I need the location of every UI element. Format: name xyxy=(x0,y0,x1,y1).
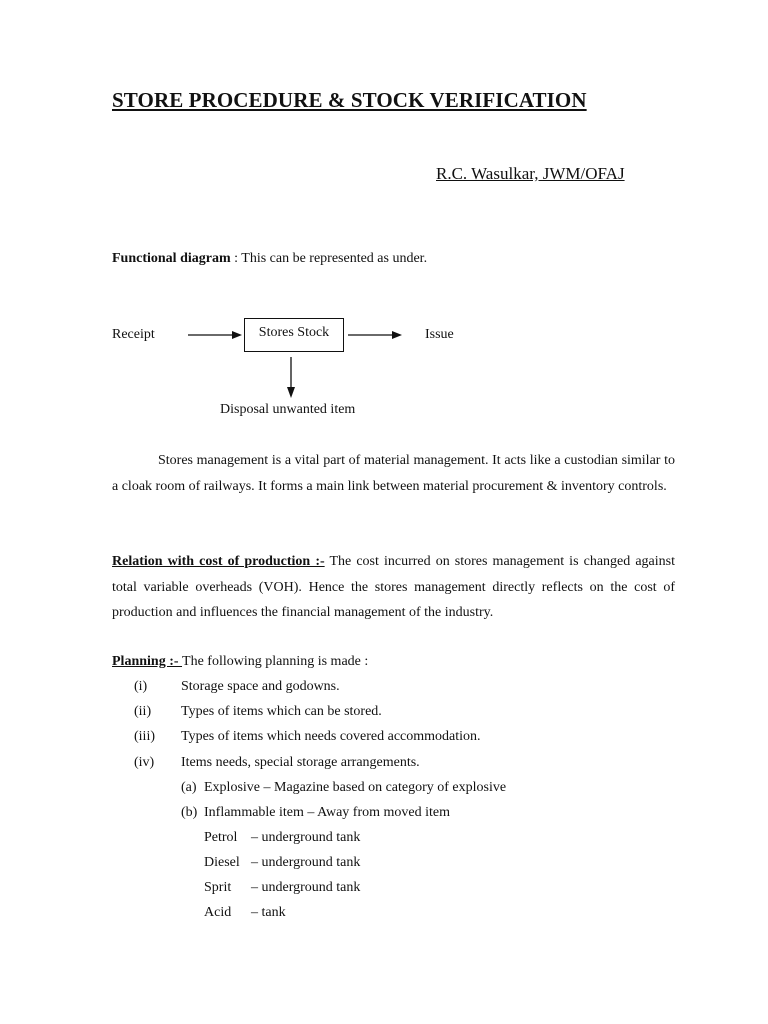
material-name: Acid xyxy=(204,905,232,920)
list-item-text: Items needs, special storage arrangements. xyxy=(181,755,420,770)
sub-item-text: Explosive – Magazine based on category of explosive xyxy=(204,780,507,795)
author-line: R.C. Wasulkar, JWM/OFAJ xyxy=(436,164,625,183)
list-item-number: (iv) xyxy=(134,755,155,770)
diagram-issue-label: Issue xyxy=(425,327,454,342)
planning-heading: Planning :- xyxy=(112,654,183,669)
material-name: Sprit xyxy=(204,880,232,895)
material-storage: – underground tank xyxy=(251,880,361,895)
intro-paragraph-text: Stores management is a vital part of material management. It acts like a custodian similar to a cloak room of railways. It forms a main link between material procurement & inventory controls. xyxy=(112,453,675,494)
page-title: STORE PROCEDURE & STOCK VERIFICATION xyxy=(112,88,587,112)
list-item-text: Storage space and godowns. xyxy=(181,679,340,694)
disposal-arrow xyxy=(284,355,298,401)
functional-diagram-intro xyxy=(112,251,427,267)
sub-item-label: (b) xyxy=(181,805,198,820)
intro-paragraph xyxy=(112,448,675,499)
material-name: Diesel xyxy=(204,855,240,870)
material-name: Petrol xyxy=(204,830,238,845)
functional-diagram-text: : This can be represented as under. xyxy=(230,251,428,266)
relation-paragraph xyxy=(112,549,675,626)
planning-intro xyxy=(112,654,368,670)
functional-diagram-label: Functional diagram xyxy=(112,251,231,266)
list-item-text: Types of items which needs covered accommodation. xyxy=(181,729,481,744)
relation-heading: Relation with cost of production :- xyxy=(112,554,325,569)
list-item-number: (i) xyxy=(134,679,148,694)
diagram-receipt-label: Receipt xyxy=(112,327,155,342)
material-storage: – underground tank xyxy=(251,830,361,845)
sub-item-text: Inflammable item – Away from moved item xyxy=(204,805,450,820)
material-storage: – tank xyxy=(251,905,286,920)
sub-item-label: (a) xyxy=(181,780,197,795)
material-storage: – underground tank xyxy=(251,855,361,870)
diagram-disposal-label: Disposal unwanted item xyxy=(220,402,356,417)
list-item-number: (ii) xyxy=(134,704,152,719)
planning-text: The following planning is made : xyxy=(182,654,369,669)
stores-stock-box: Stores Stock xyxy=(244,318,344,352)
list-item-text: Types of items which can be stored. xyxy=(181,704,382,719)
issue-arrow xyxy=(346,328,404,342)
list-item-number: (iii) xyxy=(134,729,155,744)
relation-text: The cost incurred on stores management is changed against total variable overheads (VOH). Hence the stores management directly reflects on the cost of production and influences the financial management of the industry. xyxy=(112,554,675,620)
receipt-arrow xyxy=(188,328,244,342)
